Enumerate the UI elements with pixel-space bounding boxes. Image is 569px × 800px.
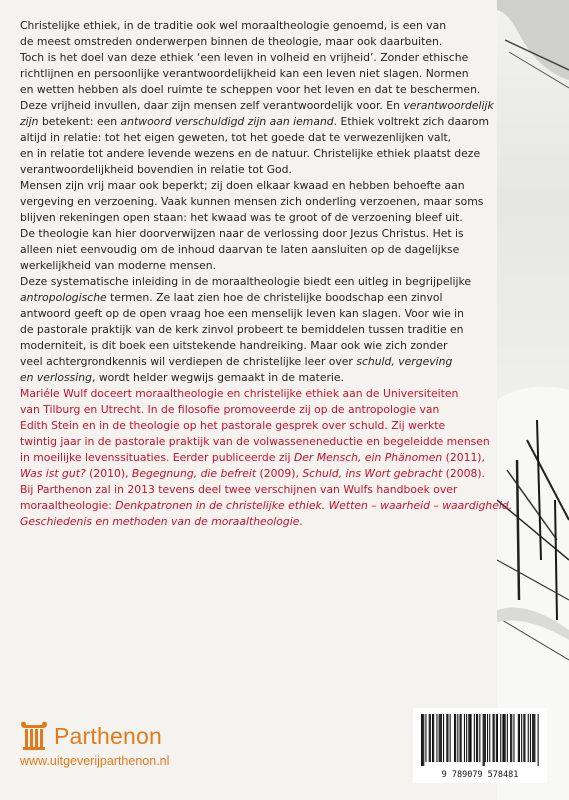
bio-line: Bij Parthenon zal in 2013 tevens deel twee verschijnen van Wulfs handboek over <box>20 483 458 496</box>
barcode-bar <box>489 714 490 762</box>
barcode-bar <box>423 714 424 766</box>
barcode-bar <box>511 714 512 762</box>
barcode-bar <box>496 714 497 762</box>
paragraph4-line: de pastorale praktijk van de kerk zinvol probeert te bemiddelen tussen traditie en <box>20 323 464 336</box>
barcode-bar <box>530 714 531 762</box>
barcode-bar <box>422 714 423 766</box>
barcode-bar <box>497 714 498 762</box>
barcode-bar <box>477 714 478 762</box>
publisher-url[interactable]: www.uitgeverijparthenon.nl <box>20 754 170 768</box>
publisher-logo <box>20 720 162 752</box>
bio-line: in moeilijke levenssituaties. Eerder publiceerde zij Der Mensch, ein Phänomen (2011), <box>20 451 485 464</box>
barcode-bar <box>528 714 529 762</box>
paragraph2-line: altijd in relatie: tot het eigen geweten, tot het goede dat te verwezenlijken valt, <box>20 131 452 144</box>
bio-line: Was ist gut? (2010), Begegnung, die befreit (2009), Schuld, ins Wort gebracht (2008). <box>20 467 485 480</box>
barcode-bar <box>523 714 524 762</box>
barcode-bar <box>507 714 508 762</box>
intro-line: Toch is het doel van deze ethiek ‘een leven in volheid en vrijheid’. Zonder ethische <box>20 51 469 64</box>
barcode-bar <box>460 714 461 762</box>
barcode-bar <box>513 714 514 762</box>
barcode-bar <box>476 714 477 762</box>
barcode-bar <box>433 714 434 762</box>
barcode-bar <box>485 714 486 762</box>
barcode-bar <box>446 714 447 762</box>
barcode-bar <box>484 714 485 766</box>
paragraph2-line: en in relatie tot andere levende wezens en de natuur. Christelijke ethiek plaatst deze <box>20 147 481 160</box>
barcode-bar <box>455 714 456 762</box>
barcode-bar <box>430 714 431 762</box>
paragraph3-line: vergeving en verzoening. Vaak kunnen mensen zich onderling verzoenen, maar soms <box>20 195 484 208</box>
barcode-bar <box>466 714 467 762</box>
barcode-bars <box>421 714 539 766</box>
barcode-bar <box>474 714 475 762</box>
isbn-barcode <box>413 708 547 783</box>
barcode-bar <box>518 714 519 762</box>
barcode-bar <box>440 714 441 762</box>
barcode-bar <box>425 714 426 762</box>
barcode-bar <box>454 714 455 762</box>
barcode-bar <box>533 714 534 762</box>
barcode-bar <box>436 714 437 762</box>
paragraph4-line: antwoord geeft op de open vraag hoe een menselijk leven kan slagen. Voor wie in <box>20 307 464 320</box>
paragraph4-line: en verlossing, wordt helder wegwijs gemaakt in de materie. <box>20 371 344 384</box>
barcode-bar <box>538 714 539 766</box>
bio-line: van Tilburg en Utrecht. In de filosofie promoveerde zij op de antropologie van <box>20 403 440 416</box>
barcode-bar <box>447 714 448 762</box>
paragraph4-line: antropologische termen. Ze laat zien hoe de christelijke boodschap een zinvol <box>20 291 443 304</box>
barcode-bar <box>521 714 522 762</box>
barcode-bar <box>502 714 503 762</box>
paragraph4-line: veel achtergrondkennis wil verdiepen de christelijke leer over schuld, vergeving <box>20 355 453 368</box>
bio-line: Geschiedenis en methoden van de moraaltheologie. <box>20 515 303 528</box>
barcode-bar <box>441 714 442 762</box>
back-cover-text <box>20 18 513 530</box>
paragraph4-line: moderniteit, is dit boek een uitstekende handreiking. Maar ook wie zich zonder <box>20 339 448 352</box>
barcode-bar <box>505 714 506 762</box>
bio-line: moraaltheologie: Denkpatronen in de christelijke ethiek. Wetten – waarheid – waardigheid. <box>20 499 513 512</box>
barcode-bar <box>432 714 433 762</box>
barcode-bar <box>479 714 480 762</box>
paragraph3-line: alleen niet eenvoudig om de inhoud daarvan te laten aansluiten op de dagelijkse <box>20 243 460 256</box>
barcode-bar <box>510 714 511 762</box>
barcode-bar <box>487 714 488 762</box>
barcode-bar <box>450 714 451 762</box>
barcode-bar <box>421 714 422 766</box>
intro-line: de meest omstreden onderwerpen binnen de theologie, maar ook daarbuiten. <box>20 35 443 48</box>
barcode-number: 9 789079 578481 <box>441 770 519 780</box>
bio-line: Edith Stein en in de theologie op het pastorale gesprek over schuld. Zij werkte <box>20 419 446 432</box>
barcode-bar <box>524 714 525 762</box>
barcode-bar <box>464 714 465 762</box>
barcode-bar <box>493 714 494 762</box>
bio-line: twintig jaar in de pastorale praktijk van de volwasseneneductie en begeleidde mensen <box>20 435 490 448</box>
paragraph4-line: Deze systematische inleiding in de moraaltheologie biedt een uitleg in begrijpelijke <box>20 275 472 288</box>
barcode-bar <box>532 714 533 762</box>
paragraph2-line: zijn betekent: een antwoord verschuldigd zijn aan iemand. Ethiek voltrekt zich daarom <box>20 115 490 128</box>
barcode-bar <box>471 714 472 762</box>
barcode-bar <box>469 714 470 762</box>
barcode-bar <box>443 714 444 762</box>
publisher-name: Parthenon <box>54 722 162 749</box>
barcode-bar <box>483 714 484 766</box>
paragraph2-line: verantwoordelijkheid bovendien in relatie tot God. <box>20 163 292 176</box>
barcode-bar <box>519 714 520 762</box>
paragraph3-line: werkelijkheid van moderne mensen. <box>20 259 217 272</box>
paragraph3-line: Mensen zijn vrij maar ook beperkt; zij doen elkaar kwaad en hebben behoefte aan <box>20 179 465 192</box>
barcode-bar <box>500 714 501 762</box>
paragraph3-line: blijven rekeningen open staan: het kwaad was te groot of de verzoening bleef uit. <box>20 211 463 224</box>
bio-line: Mariéle Wulf doceert moraaltheologie en christelijke ethiek aan de Universiteiten <box>20 387 459 400</box>
column-icon <box>20 721 48 751</box>
barcode-bar <box>457 714 458 762</box>
cover-photo <box>497 0 569 800</box>
barcode-bar <box>439 714 440 762</box>
barcode-bar <box>429 714 430 762</box>
barcode-bar <box>461 714 462 762</box>
paragraph2-line: Deze vrijheid invullen, daar zijn mensen zelf verantwoordelijk voor. En verantwoordelijk <box>20 99 494 112</box>
barcode-bar <box>504 714 505 762</box>
barcode-bar <box>534 714 535 762</box>
intro-line: Christelijke ethiek, in de traditie ook wel moraaltheologie genoemd, is een van <box>20 19 447 32</box>
intro-line: richtlijnen en persoonlijke verantwoordelijkheid kan een leven niet slagen. Normen <box>20 67 469 80</box>
intro-line: en wetten hebben als doel ruimte te scheppen voor het leven en dat te beschermen. <box>20 83 481 96</box>
paragraph3-line: De theologie kan hier doorverwijzen naar de verlossing door Jezus Christus. Het is <box>20 227 464 240</box>
snowy-fence-photo <box>497 0 569 800</box>
barcode-bar <box>494 714 495 762</box>
barcode-bar <box>468 714 469 762</box>
